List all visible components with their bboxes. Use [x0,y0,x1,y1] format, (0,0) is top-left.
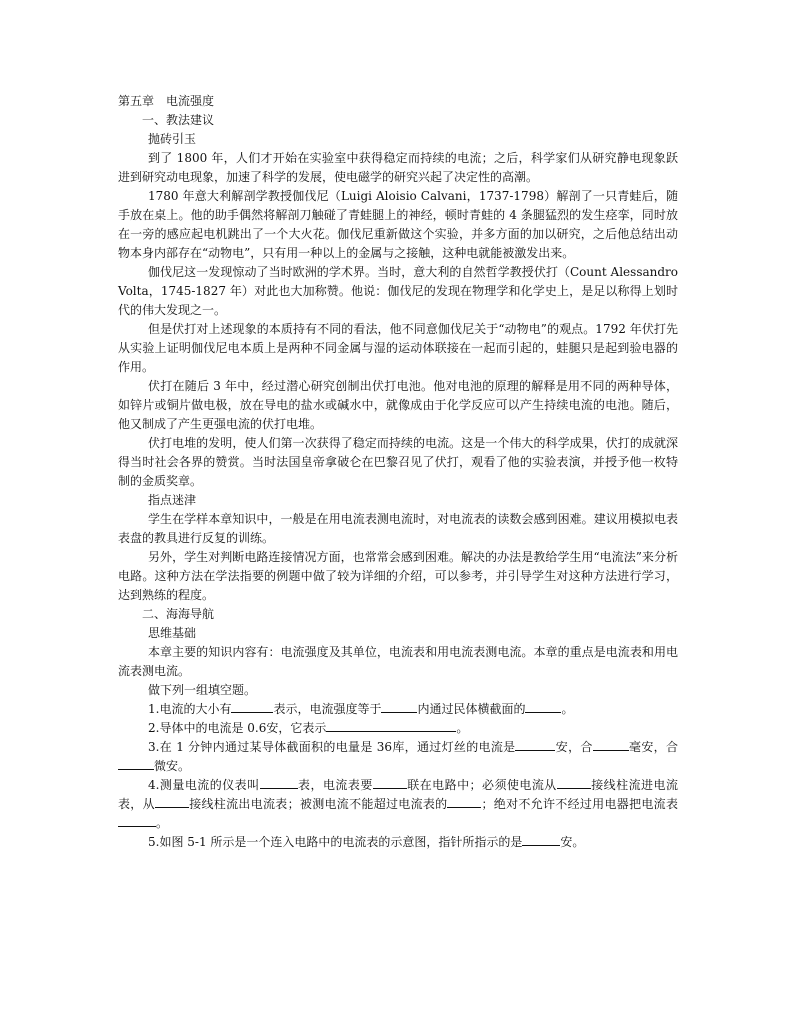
answer-blank[interactable] [447,795,481,808]
section-heading-1: 一、教法建议 [142,113,215,127]
chapter-title: 第五章 电流强度 [118,94,215,108]
answer-blank[interactable] [326,719,456,732]
question-4: 4.测量电流的仪表叫 表，电流表要 联在电路中；必须使电流从 接线柱流进电流表，从 接线柱流出电流表；被测电流不能超过电流表的 ；绝对不允许不经过用电器把电流表。 [118,778,678,830]
answer-blank[interactable] [522,833,560,846]
paragraph-6: 伏打电堆的发明，使人们第一次获得了稳定而持续的电流。这是一个伟大的科学成果，伏打的成就深得当时社会各界的赞赏。当时法国皇帝拿破仑在巴黎召见了伏打，观看了他的实验表演，并授予他一枚特制的金质奖章。 [118,436,678,488]
answer-blank[interactable] [593,738,629,751]
paragraph-7: 学生在学样本章知识中，一般是在用电流表测电流时，对电流表的读数会感到困难。建议用模拟电表表盘的教具进行反复的训练。 [118,512,678,545]
question-5: 5.如图 5-1 所示是一个连入电路中的电流表的示意图，指针所指示的是 安。 [148,835,585,849]
answer-blank[interactable] [381,700,417,713]
subsection-heading-3: 思维基础 [148,626,197,640]
paragraph-9: 本章主要的知识内容有：电流强度及其单位，电流表和用电流表测电流。本章的重点是电流表和用电流表测电流。 [118,645,678,678]
answer-blank[interactable] [155,795,189,808]
subsection-heading-1: 抛砖引玉 [148,132,197,146]
question-3: 3.在 1 分钟内通过某导体截面积的电量是 36库，通过灯丝的电流是 安，合 毫安，合微安。 [118,738,678,776]
paragraph-10: 做下列一组填空题。 [148,683,257,697]
paragraph-4: 但是伏打对上述现象的本质持有不同的看法，他不同意伽伐尼关于“动物电”的观点。1792 年伏打先从实验上证明伽伐尼电本质上是两种不同金属与湿的运动体联接在一起而引起的，蛙腿只是起到验电器的作用。 [118,322,678,374]
answer-blank[interactable] [118,814,156,827]
subsection-heading-2: 指点迷津 [148,493,197,507]
paragraph-8: 另外，学生对判断电路连接情况方面，也常常会感到困难。解决的办法是教给学生用“电流法”来分析电路。这种方法在学法指要的例题中做了较为详细的介绍，可以参考，并引导学生对这种方法进行学习，达到熟练的程度。 [118,550,678,602]
answer-blank[interactable] [231,700,273,713]
answer-blank[interactable] [118,757,154,770]
paragraph-5: 伏打在随后 3 年中，经过潜心研究创制出伏打电池。他对电池的原理的解释是用不同的两种导体，如锌片或铜片做电极，放在导电的盐水或碱水中，就像成由于化学反应可以产生持续电流的电池。随后，他又制成了产生更强电流的伏打电堆。 [118,379,678,431]
answer-blank[interactable] [260,776,298,789]
answer-blank[interactable] [515,738,555,751]
paragraph-1: 到了 1800 年，人们才开始在实验室中获得稳定而持续的电流；之后，科学家们从研究静电现象跃进到研究动电现象，加速了科学的发展，使电磁学的研究兴起了决定性的高潮。 [118,151,678,184]
section-heading-2: 二、海海导航 [142,607,215,621]
question-2: 2.导体中的电流是 0.6安，它表示 。 [148,721,469,735]
paragraph-2: 1780 年意大利解剖学教授伽伐尼（Luigi Aloisio Calvani，1737-1798）解剖了一只青蛙后，随手放在桌上。他的助手偶然将解剖刀触碰了青蛙腿上的神经，顿时青蛙的 4 条腿猛烈的发生痉挛，同时放在一旁的感应起电机跳出了一个大火花。伽伐尼重新做这个实验，并多方面的加以研究，之后他总结出动物本身内部存在“动物电”，只有用一种以上的金属与之接触，这种电就能被激发出来。 [118,189,678,260]
document-page [118,92,678,852]
answer-blank[interactable] [525,700,561,713]
answer-blank[interactable] [373,776,407,789]
paragraph-3: 伽伐尼这一发现惊动了当时欧洲的学术界。当时，意大利的自然哲学教授伏打（Count Alessandro Volta，1745-1827 年）对此也大加称赞。他说：伽伐尼的发现在物理学和化学史上，是足以称得上划时代的伟大发现之一。 [118,265,678,317]
question-1: 1.电流的大小有 表示，电流强度等于 内通过民体横截面的 。 [148,702,574,716]
answer-blank[interactable] [557,776,591,789]
